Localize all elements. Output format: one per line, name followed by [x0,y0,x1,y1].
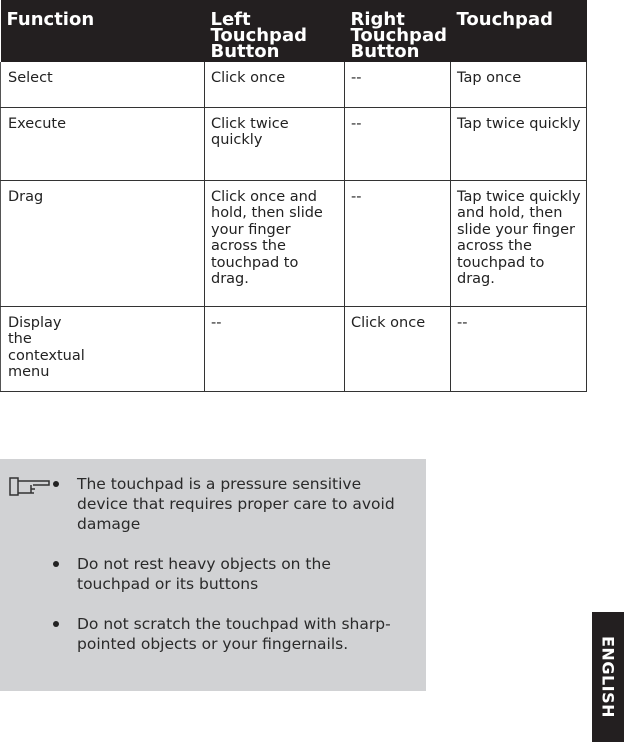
cell-right-button: -- [345,180,451,306]
language-tab [592,612,624,742]
cell-right-button: -- [345,62,451,107]
cell-touchpad: Tap once [451,62,587,107]
cell-right-button: Click once [345,306,451,391]
bullet-icon [53,561,59,567]
table-row [1,107,587,180]
bullet-icon [53,621,59,627]
list-item-text: Do not scratch the touchpad with sharp-pointed objects or your fingernails. [77,615,391,653]
cell-function: Select [1,62,205,107]
header-left-button: Left Touchpad Button [205,0,345,62]
cell-function-text: Display the contextual menu [8,314,85,380]
list-item-text: Do not rest heavy objects on the touchpad or its buttons [77,555,331,593]
list-item-text: The touchpad is a pressure sensitive device that requires proper care to avoid damage [77,475,395,533]
cell-left-button: -- [205,306,345,391]
language-tab-label: ENGLISH [598,635,618,719]
cell-left-button: Click once [205,62,345,107]
header-right-button: Right Touchpad Button [345,0,451,62]
table-row [1,180,587,306]
header-function: Function [1,0,205,62]
touchpad-functions-table [0,0,587,392]
cell-left-button: Click twice quickly [205,107,345,180]
pointing-hand-icon [9,475,51,497]
cell-function [1,306,205,391]
cell-function: Execute [1,107,205,180]
cell-left-button: Click once and hold, then slide your finger across the touchpad to drag. [205,180,345,306]
caution-note-box [0,459,426,691]
bullet-icon [53,481,59,487]
cell-touchpad: Tap twice quickly and hold, then slide your finger across the touchpad to drag. [451,180,587,306]
table-row [1,62,587,107]
cell-function: Drag [1,180,205,306]
cell-touchpad: Tap twice quickly [451,107,587,180]
cell-right-button: -- [345,107,451,180]
table-row [1,306,587,391]
cell-touchpad: -- [451,306,587,391]
table-header-row [1,0,587,62]
header-touchpad: Touchpad [451,0,587,62]
